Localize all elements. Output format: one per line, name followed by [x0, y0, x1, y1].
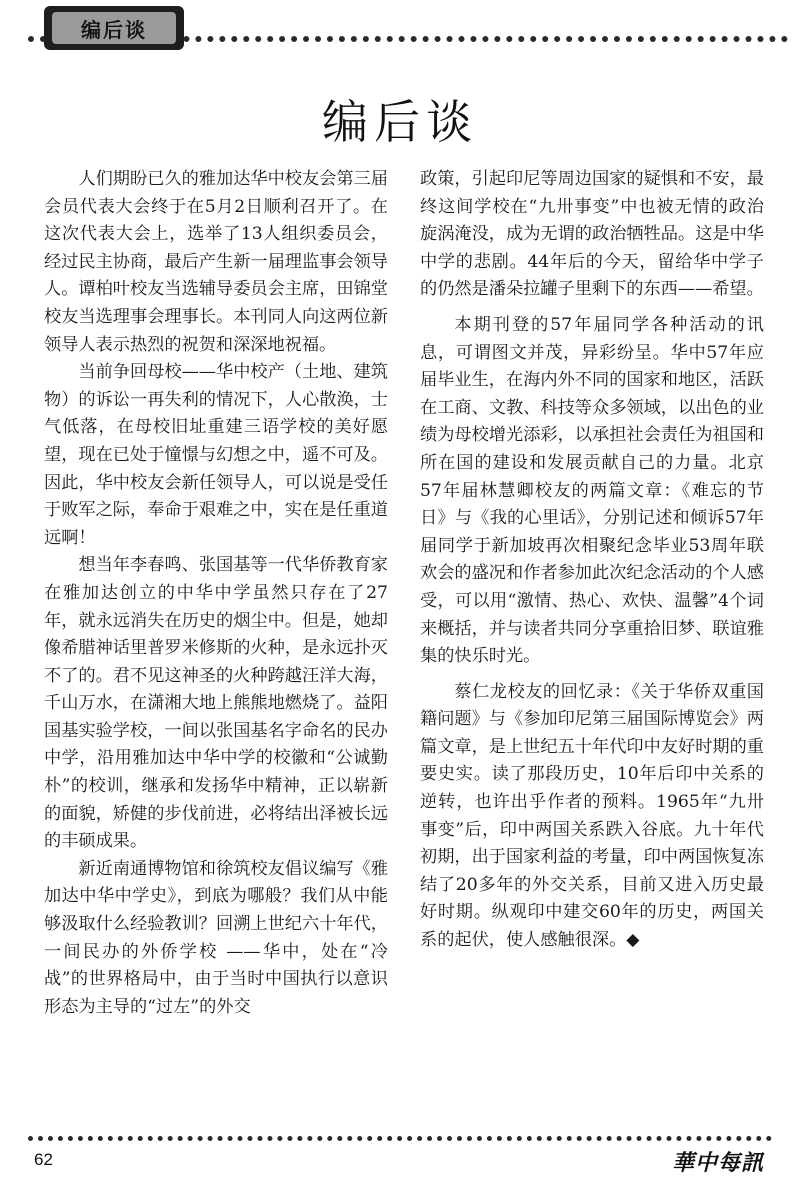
page-number: 62 — [34, 1150, 53, 1169]
paragraph: 本期刊登的57年届同学各种活动的讯息，可谓图文并茂，异彩纷呈。华中57年应届毕业生，在海内外不同的国家和地区，活跃在工商、文教、科技等众多领域，以出色的业绩为母校增光添彩，以承担社会责任为祖国和所在国的建设和发展贡献自己的力量。北京57年届林慧卿校友的两篇文章：《难忘的节日》与《我的心里话》，分别记述和倾诉57年届同学于新加坡再次相聚纪念毕业53周年联欢会的盛况和作者参加此次纪念活动的个人感受，可以用“激情、热心、欢快、温馨”4个词来概括，并与读者共同分享重拾旧梦、联谊雅集的快乐时光。 — [420, 314, 764, 667]
article-title: 编后谈 — [322, 95, 478, 149]
paragraph: 人们期盼已久的雅加达华中校友会第三届会员代表大会终于在5月2日顺利召开了。在这次代表大会上，选举了13人组织委员会，经过民主协商，最后产生新一届理监事会领导人。谭柏叶校友当选辅导委员会主席，田锦堂校友当选理事会理事长。本刊同人向这两位新领导人表示热烈的祝贺和深深地祝福。 — [44, 169, 388, 355]
paragraph: 蔡仁龙校友的回忆录：《关于华侨双重国籍问题》与《参加印尼第三届国际博览会》两篇文章，是上世纪五十年代印中友好时期的重要史实。读了那段历史，10年后印中关系的逆转，也许出乎作者的预料。1965年“九卅事变”后，印中两国关系跌入谷底。九十年代初期，出于国家利益的考量，印中两国恢复冻结了20多年的外交关系，目前又进入历史最好时期。纵观印中建交60年的历史，两国关系的起伏，使人感触很深。◆ — [420, 681, 764, 951]
paragraph: 新近南通博物馆和徐筑校友倡议编写《雅加达中华中学史》，到底为哪般？我们从中能够汲取什么经验教训？回溯上世纪六十年代，一间民办的外侨学校 ——华中，处在“冷战”的世界格局中，由于当时中国执行以意识形态为主导的“过左”的外交 — [44, 858, 388, 1017]
right-column — [420, 166, 764, 955]
footer-dotted-rule — [28, 1136, 772, 1141]
left-column — [44, 166, 388, 1021]
paragraph: 想当年李春鸣、张国基等一代华侨教育家在雅加达创立的中华中学虽然只存在了27年，就永远消失在历史的烟尘中。但是，她却像希腊神话里普罗米修斯的火种，是永远扑灭不了的。君不见这神圣的火种跨越汪洋大海，千山万水，在潇湘大地上熊熊地燃烧了。益阳国基实验学校，一间以张国基名字命名的民办中学，沿用雅加达中华中学的校徽和“公诚勤朴”的校训，继承和发扬华中精神，正以崭新的面貌，矫健的步伐前进，必将结出泽被长远的丰硕成果。 — [44, 555, 388, 852]
section-label: 编后谈 — [52, 12, 176, 44]
paragraph: 当前争回母校——华中校产（土地、建筑物）的诉讼一再失利的情况下，人心散涣，士气低落，在母校旧址重建三语学校的美好愿望，现在已处于憧憬与幻想之中，遥不可及。因此，华中校友会新任领导人，可以说是受任于败军之际，奉命于艰难之中，实在是任重道远啊！ — [44, 362, 388, 548]
section-badge — [44, 6, 184, 50]
publication-logo: 華中每訊 — [671, 1150, 764, 1176]
paragraph-continued: 政策，引起印尼等周边国家的疑惧和不安，最终这间学校在“九卅事变”中也被无情的政治旋涡淹没，成为无谓的政治牺牲品。这是中华中学的悲剧。44年后的今天，留给华中学子的仍然是潘朵拉罐子里剩下的东西——希望。 — [420, 169, 764, 300]
